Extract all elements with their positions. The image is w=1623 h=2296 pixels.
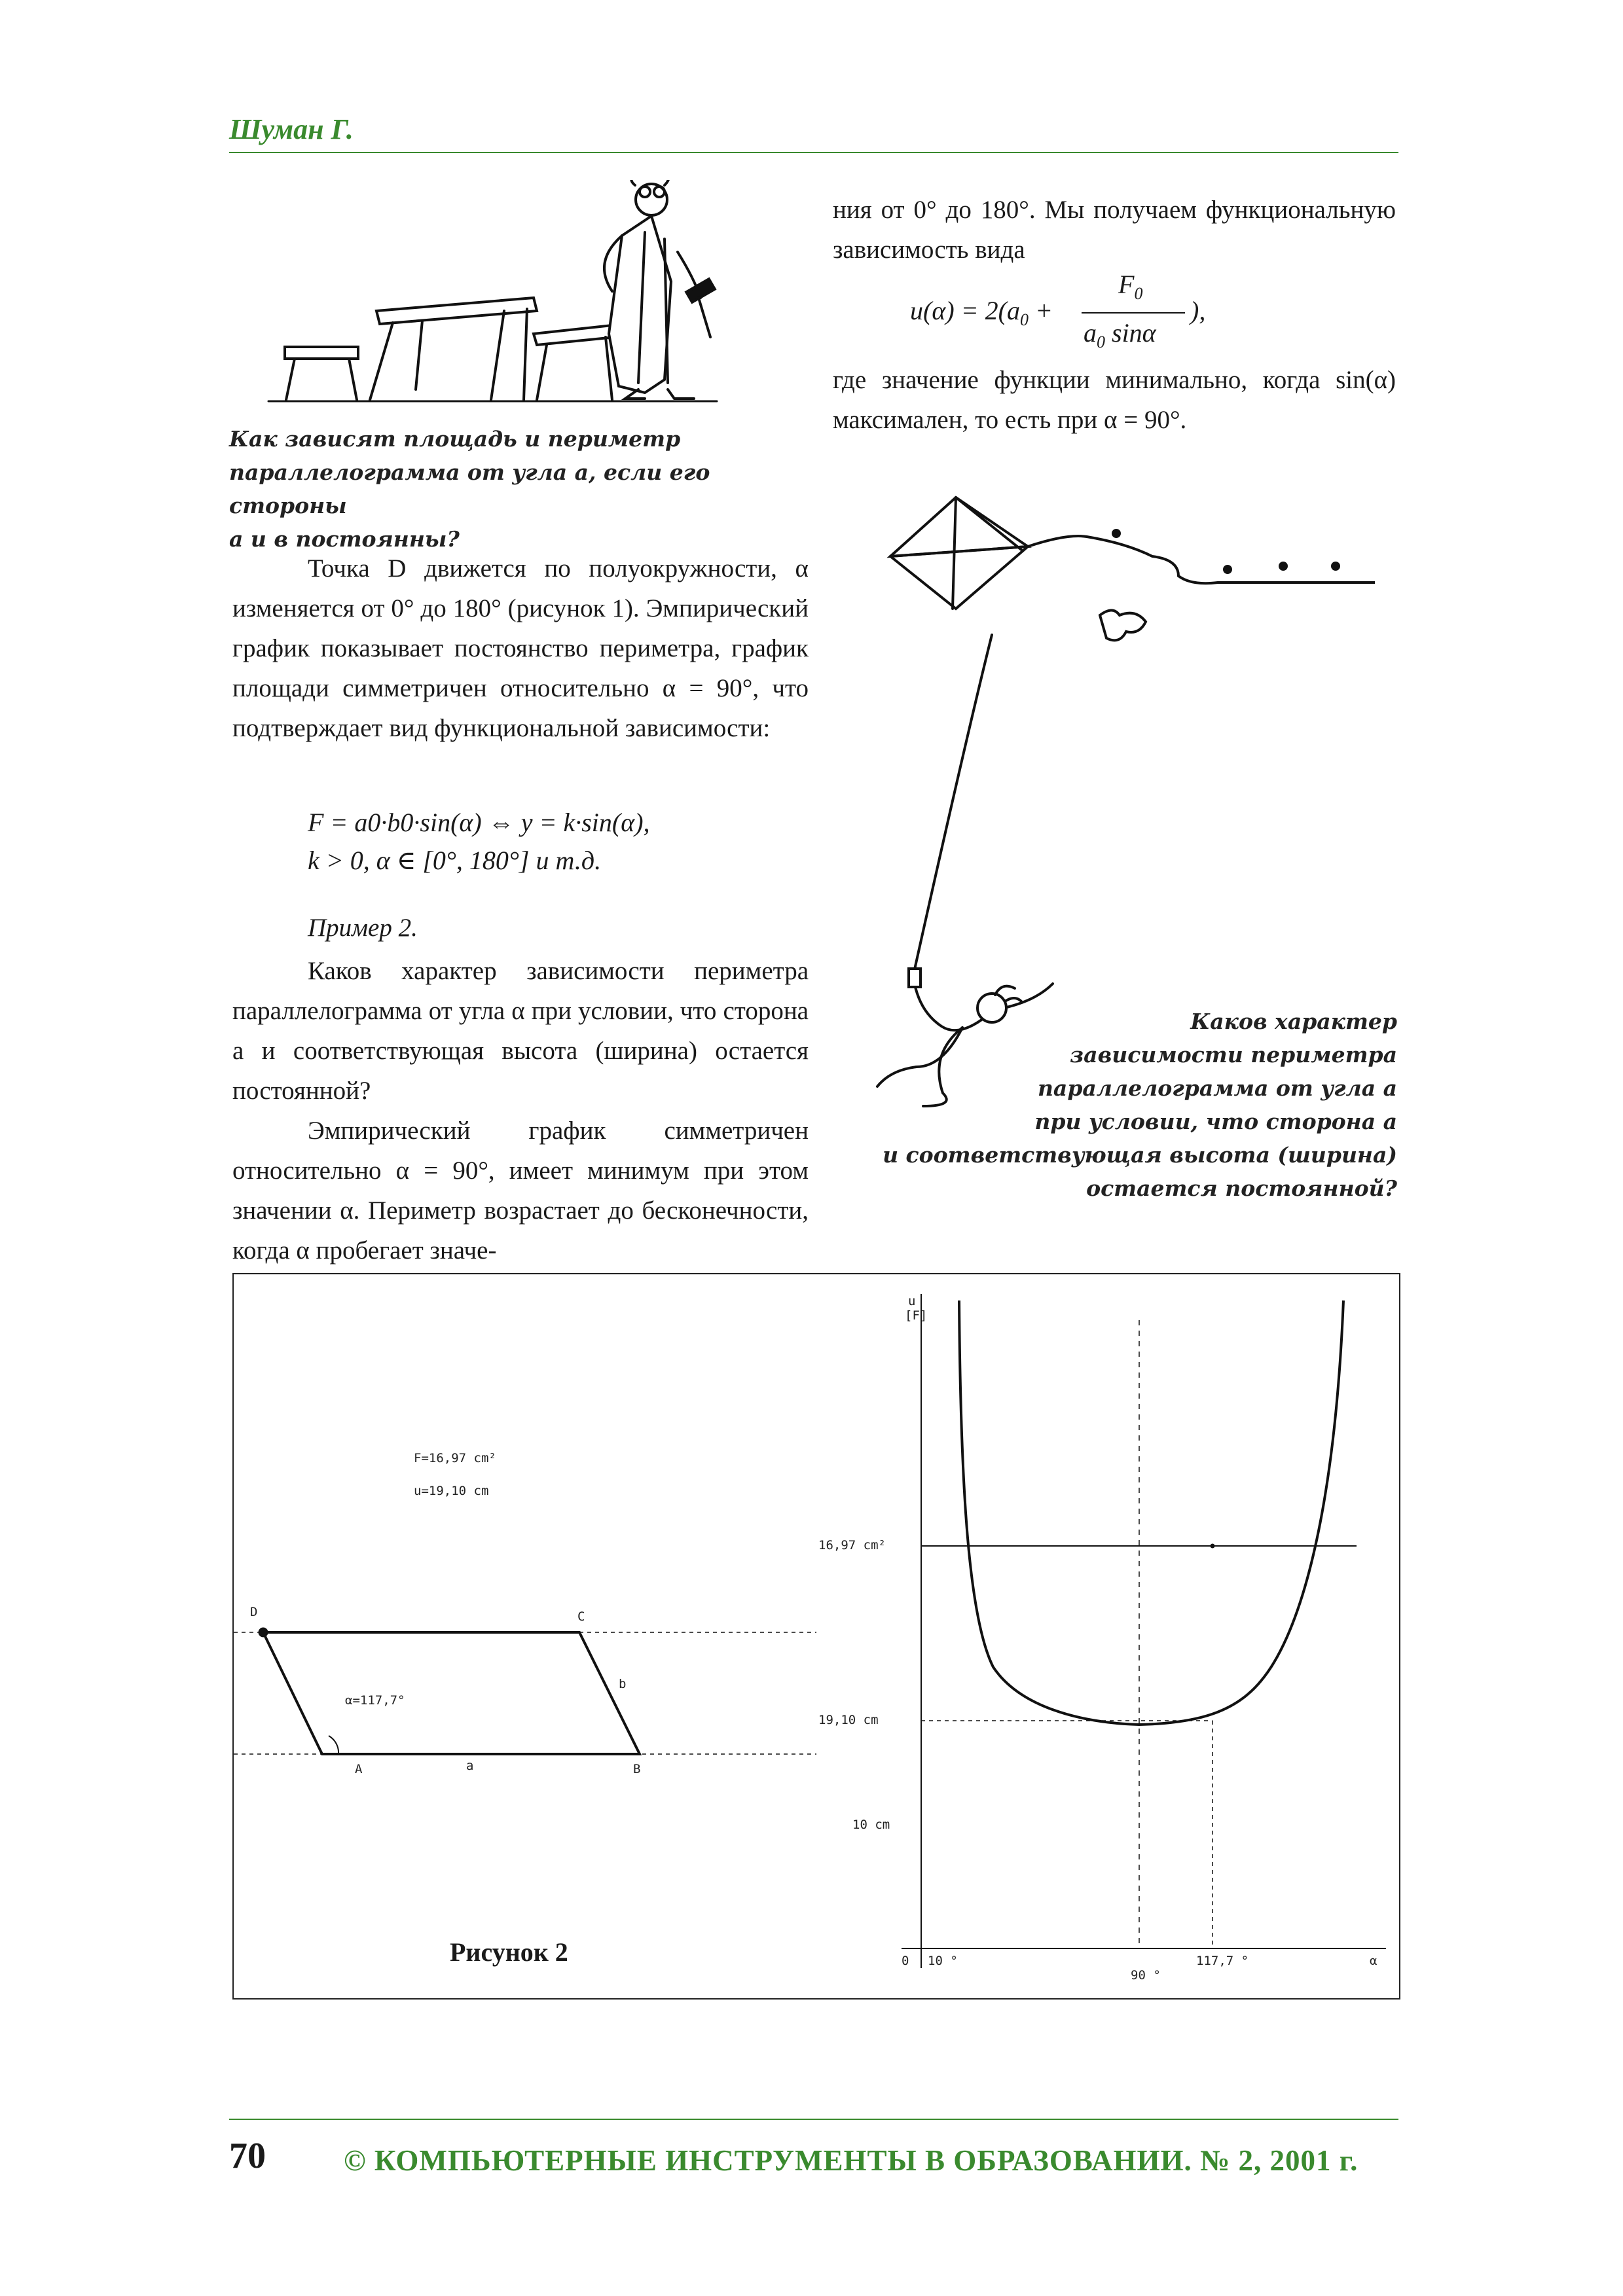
header-rule xyxy=(229,152,1398,153)
formula-numerator: F xyxy=(1118,270,1135,299)
example-answer: Эмпирический график симметричен относительно α = 90°, имеет минимум при этом значении α. Периметр возрастает до бесконечности, когда α пробегает значе- xyxy=(232,1117,809,1265)
formula-den-tail: sinα xyxy=(1105,318,1156,348)
formula-block xyxy=(308,804,818,880)
fraction-bar xyxy=(1082,312,1185,314)
origin-label: 0 xyxy=(902,1954,909,1968)
point-c-label: C xyxy=(577,1609,585,1624)
y-tick-10: 10 cm xyxy=(852,1818,890,1832)
formula-line: k > 0, α ∈ [0°, 180°] и т.д. xyxy=(308,846,602,875)
area-readout: F=16,97 cm² xyxy=(414,1451,496,1465)
point-d-label: D xyxy=(250,1605,258,1619)
caption-line: зависимости периметра xyxy=(1070,1042,1397,1067)
formula-plus: + xyxy=(1028,296,1053,325)
figure-caption: Рисунок 2 xyxy=(450,1937,568,1967)
x-tick-10: 10 ° xyxy=(928,1954,958,1968)
page-number: 70 xyxy=(229,2136,266,2176)
formula-line: F = a0·b0·sin(α) ⇔ y = k·sin(α), xyxy=(308,808,650,837)
caption-line: параллелограмма от угла а xyxy=(1037,1075,1397,1101)
carpenter-illustration xyxy=(259,180,776,409)
x-tick-90: 90 ° xyxy=(1131,1968,1161,1982)
y-tick-19: 19,10 cm xyxy=(818,1713,879,1727)
point-a-label: A xyxy=(355,1762,363,1776)
example-question: Каков характер зависимости периметра параллелограмма от угла α при условии, что сторона a и соответствующая высота (ширина) остается постоянной? xyxy=(232,957,809,1105)
caption-line: Каков характер xyxy=(1190,1009,1397,1034)
formula-close: ), xyxy=(1190,296,1206,325)
footer-rule xyxy=(229,2119,1398,2120)
side-b-label: b xyxy=(619,1677,627,1691)
formula-den-sub: 0 xyxy=(1097,332,1105,351)
x-tick-117: 117,7 ° xyxy=(1196,1954,1249,1968)
body-paragraph: Точка D движется по полуокружности, α изменяется от 0° до 180° (рисунок 1). Эмпирический график показывает постоянство периметра, график площади симметричен относительно α = 90°, что подтверждает вид функциональной зависимости: xyxy=(232,554,809,742)
journal-title: © КОМПЬЮТЕРНЫЕ ИНСТРУМЕНТЫ В ОБРАЗОВАНИИ. № 2, 2001 г. xyxy=(344,2144,1359,2177)
example-title: Пример 2. xyxy=(308,914,418,942)
caption-line: и соответствующая высота (ширина) xyxy=(883,1142,1397,1168)
caption-line: а и в постоянны? xyxy=(229,526,460,552)
y-tick-16: 16,97 cm² xyxy=(818,1538,886,1552)
y-axis-label: u xyxy=(908,1294,916,1308)
formula-denominator: a xyxy=(1084,318,1097,348)
formula-num-sub: 0 xyxy=(1134,284,1143,303)
x-axis-label: α xyxy=(1370,1954,1377,1968)
caption-line: остается постоянной? xyxy=(1086,1175,1397,1201)
caption-line: Как зависят площадь и периметр xyxy=(229,426,681,452)
formula-sub: 0 xyxy=(1019,310,1029,329)
angle-readout: α=117,7° xyxy=(345,1693,405,1708)
body-paragraph-right: ния от 0° до 180°. Мы получаем функциональную зависимость вида xyxy=(833,196,1396,264)
side-a-label: a xyxy=(466,1759,474,1773)
caption-line: параллелограмма от угла а, если его стороны xyxy=(229,459,710,518)
figure-frame xyxy=(232,1273,1400,2000)
formula-lhs: u(α) = 2(a xyxy=(910,296,1020,325)
cartoon-caption-left xyxy=(229,422,792,556)
figure-drawing xyxy=(234,1274,1399,1998)
body-paragraph-right-2: где значение функции минимально, когда sin(α) максимален, то есть при α = 90°. xyxy=(833,366,1396,434)
point-b-label: B xyxy=(633,1762,641,1776)
perimeter-readout: u=19,10 cm xyxy=(414,1484,489,1498)
y-axis-unit: [F] xyxy=(905,1308,928,1323)
caption-line: при условии, что сторона а xyxy=(1034,1109,1397,1134)
cartoon-caption-right xyxy=(851,1005,1397,1205)
running-head-author: Шуман Г. xyxy=(229,113,354,145)
function-formula xyxy=(910,272,1316,357)
